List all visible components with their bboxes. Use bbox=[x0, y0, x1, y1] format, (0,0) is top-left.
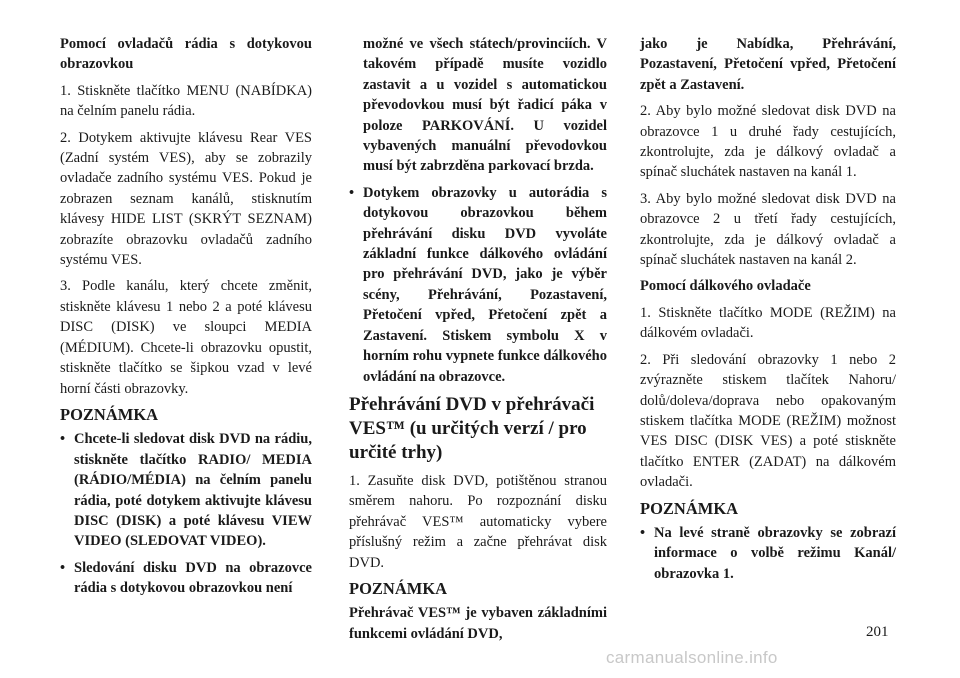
column-left bbox=[60, 34, 312, 605]
bullet-text: Chcete-li sledovat disk DVD na rádiu, stiskněte tlačítko RADIO/ MEDIA (RÁDIO/MÉDIA) na čelním panelu rádia, poté dotykem aktivujte klávesu DISC (DISK) a poté klávesu VIEW VIDEO (SLEDOVAT VIDEO). bbox=[74, 431, 312, 550]
bullet-text: Sledování disku DVD na obrazovce rádia s dotykovou obrazovkou není bbox=[74, 559, 312, 597]
bullet-continuation: možné ve všech státech/provinciích. V takovém případě musíte vozidlo zastavit a u vozidel s automatickou převodovkou musí být řadicí páka v poloze PARKOVÁNÍ. U vozidel vybavených manuální převodovkou musí být zabrzděna parkovací brzda. bbox=[363, 36, 607, 175]
note-bullet bbox=[640, 523, 896, 584]
section-heading: Pomocí dálkového ovladače bbox=[640, 278, 811, 295]
paragraph: 2. Při sledování obrazovky 1 nebo 2 zvýrazněte stiskem tlačítek Nahoru/ dolů/doleva/doprava nebo opakovaným stiskem tlačítka MODE (REŽIM) možnost VES DISC (DISK VES) a poté stiskněte tlačítko ENTER (ZADAT) na dálkovém ovladači. bbox=[640, 351, 896, 491]
paragraph: 3. Aby bylo možné sledovat disk DVD na obrazovce 2 u třetí řady cestujících, zkontrolujte, zda je dálkový ovladač a spínač sluchátek nastaven na kanál 2. bbox=[640, 190, 896, 269]
note-bullet bbox=[60, 558, 312, 599]
bullet-icon: • bbox=[349, 184, 355, 201]
column-right bbox=[640, 34, 896, 590]
note-text: Přehrávač VES™ je vybaven základními funkcemi ovládání DVD, bbox=[349, 605, 607, 642]
bullet-icon: • bbox=[60, 559, 66, 576]
paragraph: 3. Podle kanálu, který chcete změnit, stiskněte klávesu 1 nebo 2 a poté klávesu DISC (DISK) ve sloupci MEDIA (MÉDIUM). Chcete-li obrazovku opustit, stiskněte tlačítko se šipkou vzad v levé horní části obrazovky. bbox=[60, 278, 312, 397]
bullet-text: Dotykem obrazovky u autorádia s dotykovou obrazovkou během přehrávání disku DVD vyvoláte základní funkce dálkového ovládání pro přehrávání DVD, jako je výběr scény, Přehrávání, Pozastavení, Přetočení vpřed, Přetočení zpět a Zastavení. Stiskem symbolu X v horním rohu vypnete funkce dálkového ovládání na obrazovce. bbox=[363, 184, 607, 385]
paragraph: 2. Dotykem aktivujte klávesu Rear VES (Zadní systém VES), aby se zobrazily ovladače zadního systému VES. Pokud je zobrazen seznam kanálů, stisknutím klávesy HIDE LIST (SKRÝT SEZNAM) zobrazíte obrazovku ovladačů zadního systému VES. bbox=[60, 129, 312, 269]
page-number: 201 bbox=[866, 624, 889, 640]
column-middle bbox=[349, 34, 607, 650]
bullet-icon: • bbox=[60, 431, 66, 448]
note-title: POZNÁMKA bbox=[349, 578, 448, 598]
paragraph: 1. Stiskněte tlačítko MODE (REŽIM) na dálkovém ovladači. bbox=[640, 304, 896, 342]
paragraph: 1. Zasuňte disk DVD, potištěnou stranou směrem nahoru. Po rozpoznání disku přehrávač VES™ automaticky vybere příslušný režim a začne přehrávat disk DVD. bbox=[349, 472, 607, 571]
watermark: carmanualsonline.info bbox=[606, 648, 778, 667]
paragraph: 2. Aby bylo možné sledovat disk DVD na obrazovce 1 u druhé řady cestujících, zkontrolujte, zda je dálkový ovladač a spínač sluchátek nastaven na kanál 1. bbox=[640, 103, 896, 181]
bullet-text: Na levé straně obrazovky se zobrazí informace o volbě režimu Kanál/ obrazovka 1. bbox=[654, 524, 896, 582]
bullet-icon: • bbox=[640, 524, 646, 541]
note-continuation: jako je Nabídka, Přehrávání, Pozastavení, Přetočení vpřed, Přetočení zpět a Zastavení. bbox=[640, 36, 896, 93]
note-title: POZNÁMKA bbox=[640, 498, 739, 518]
note-bullet bbox=[349, 183, 607, 387]
note-bullet bbox=[60, 429, 312, 551]
section-heading: Pomocí ovladačů rádia s dotykovou obrazovkou bbox=[60, 36, 312, 73]
section-title: Přehrávání DVD v přehrávači VES™ (u určitých verzí / pro určité trhy) bbox=[349, 393, 595, 463]
paragraph: 1. Stiskněte tlačítko MENU (NABÍDKA) na čelním panelu rádia. bbox=[60, 82, 312, 120]
note-title: POZNÁMKA bbox=[60, 404, 159, 424]
